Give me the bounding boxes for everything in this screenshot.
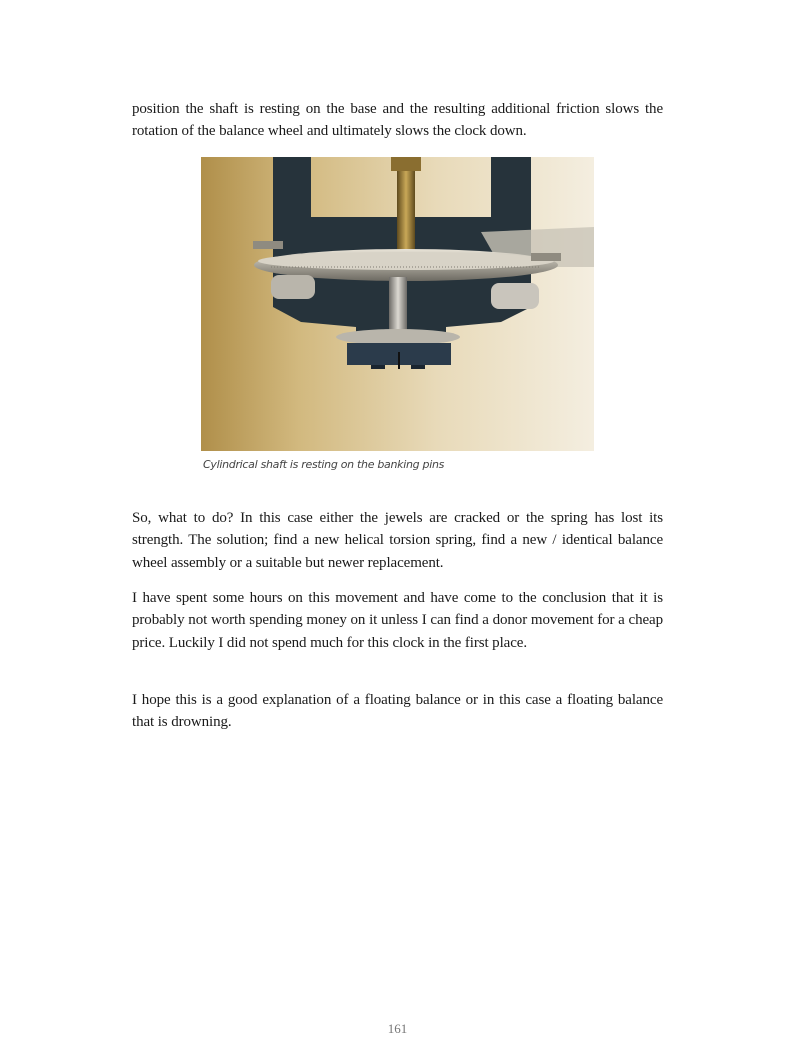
paragraph-conclusion: I have spent some hours on this movement and have come to the conclusion that it is probably not worth spending money on it unless I can find a donor movement for a cheap price. Luckily I did not spend much for this clock in the first place. (132, 590, 663, 651)
paragraph-closing: I hope this is a good explanation of a floating balance or in this case a floating balance that is drowning. (132, 692, 663, 731)
figure-caption: Cylindrical shaft is resting on the banking pins (203, 458, 445, 471)
page-number: 161 (387, 1021, 408, 1036)
paragraph-intro: position the shaft is resting on the base and the resulting additional friction slows the rotation of the balance wheel and ultimately slows the clock down. (132, 101, 663, 140)
paragraph-solution: So, what to do? In this case either the jewels are cracked or the spring has lost its strength. The solution; find a new helical torsion spring, find a new / identical balance wheel assembly or a suitable but newer replacement. (132, 510, 663, 571)
balance-wheel-photo (201, 157, 594, 451)
